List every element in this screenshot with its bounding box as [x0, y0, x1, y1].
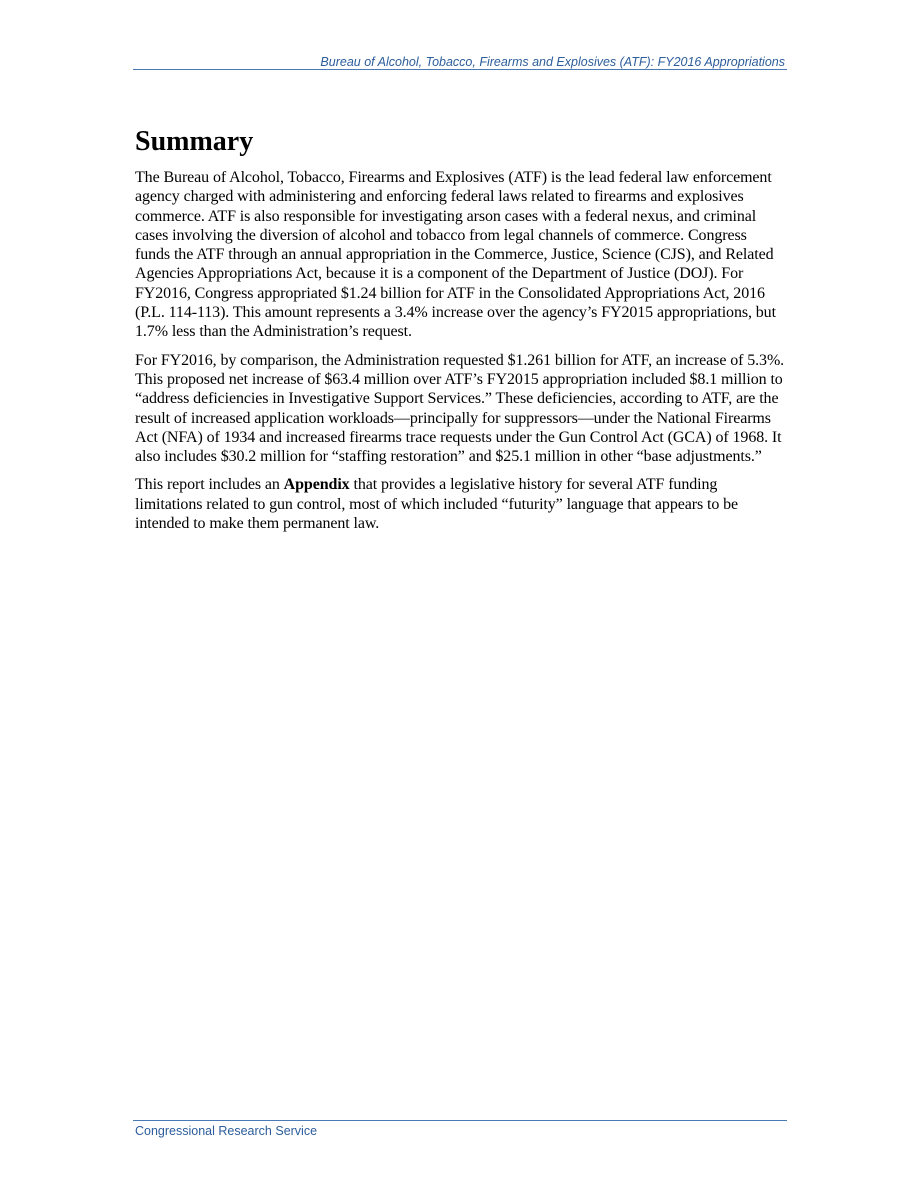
summary-paragraph-3: [135, 475, 785, 533]
summary-section: [135, 122, 785, 542]
running-header-title: Bureau of Alcohol, Tobacco, Firearms and Explosives (ATF): FY2016 Appropriations: [320, 55, 785, 69]
footer-organization: Congressional Research Service: [135, 1124, 318, 1138]
summary-paragraph-1: The Bureau of Alcohol, Tobacco, Firearms and Explosives (ATF) is the lead federal law enforcement agency charged with administering and enforcing federal laws related to firearms and explosives commerce. ATF is also responsible for investigating arson cases with a federal nexus, and criminal cases involving the diversion of alcohol and tobacco from legal channels of commerce. Congress funds the ATF through an annual appropriation in the Commerce, Justice, Science (CJS), and Related Agencies Appropriations Act, because it is a component of the Department of Justice (DOJ). For FY2016, Congress appropriated $1.24 billion for ATF in the Consolidated Appropriations Act, 2016 (P.L. 114-113). This amount represents a 3.4% increase over the agency’s FY2015 appropriations, but 1.7% less than the Administration’s request.: [135, 169, 776, 341]
running-footer: [133, 1120, 787, 1138]
paragraph-3-rest: that provides a legislative history for several ATF funding limitations related to gun control, most of which included “futurity” language that appears to be intended to make them permanent law.: [135, 476, 739, 533]
appendix-reference: Appendix: [283, 476, 350, 494]
paragraph-3-intro: This report includes an: [135, 476, 284, 494]
summary-paragraph-2: For FY2016, by comparison, the Administration requested $1.261 billion for ATF, an increase of 5.3%. This proposed net increase of $63.4 million over ATF’s FY2015 appropriation included $8.1 million to “address deficiencies in Investigative Support Services.” These deficiencies, according to ATF, are the result of increased application workloads—principally for suppressors—under the National Firearms Act (NFA) of 1934 and increased firearms trace requests under the Gun Control Act (GCA) of 1968. It also includes $30.2 million for “staffing restoration” and $25.1 million in other “base adjustments.”: [135, 351, 785, 466]
summary-heading: Summary: [135, 126, 254, 157]
running-header: [133, 55, 787, 70]
